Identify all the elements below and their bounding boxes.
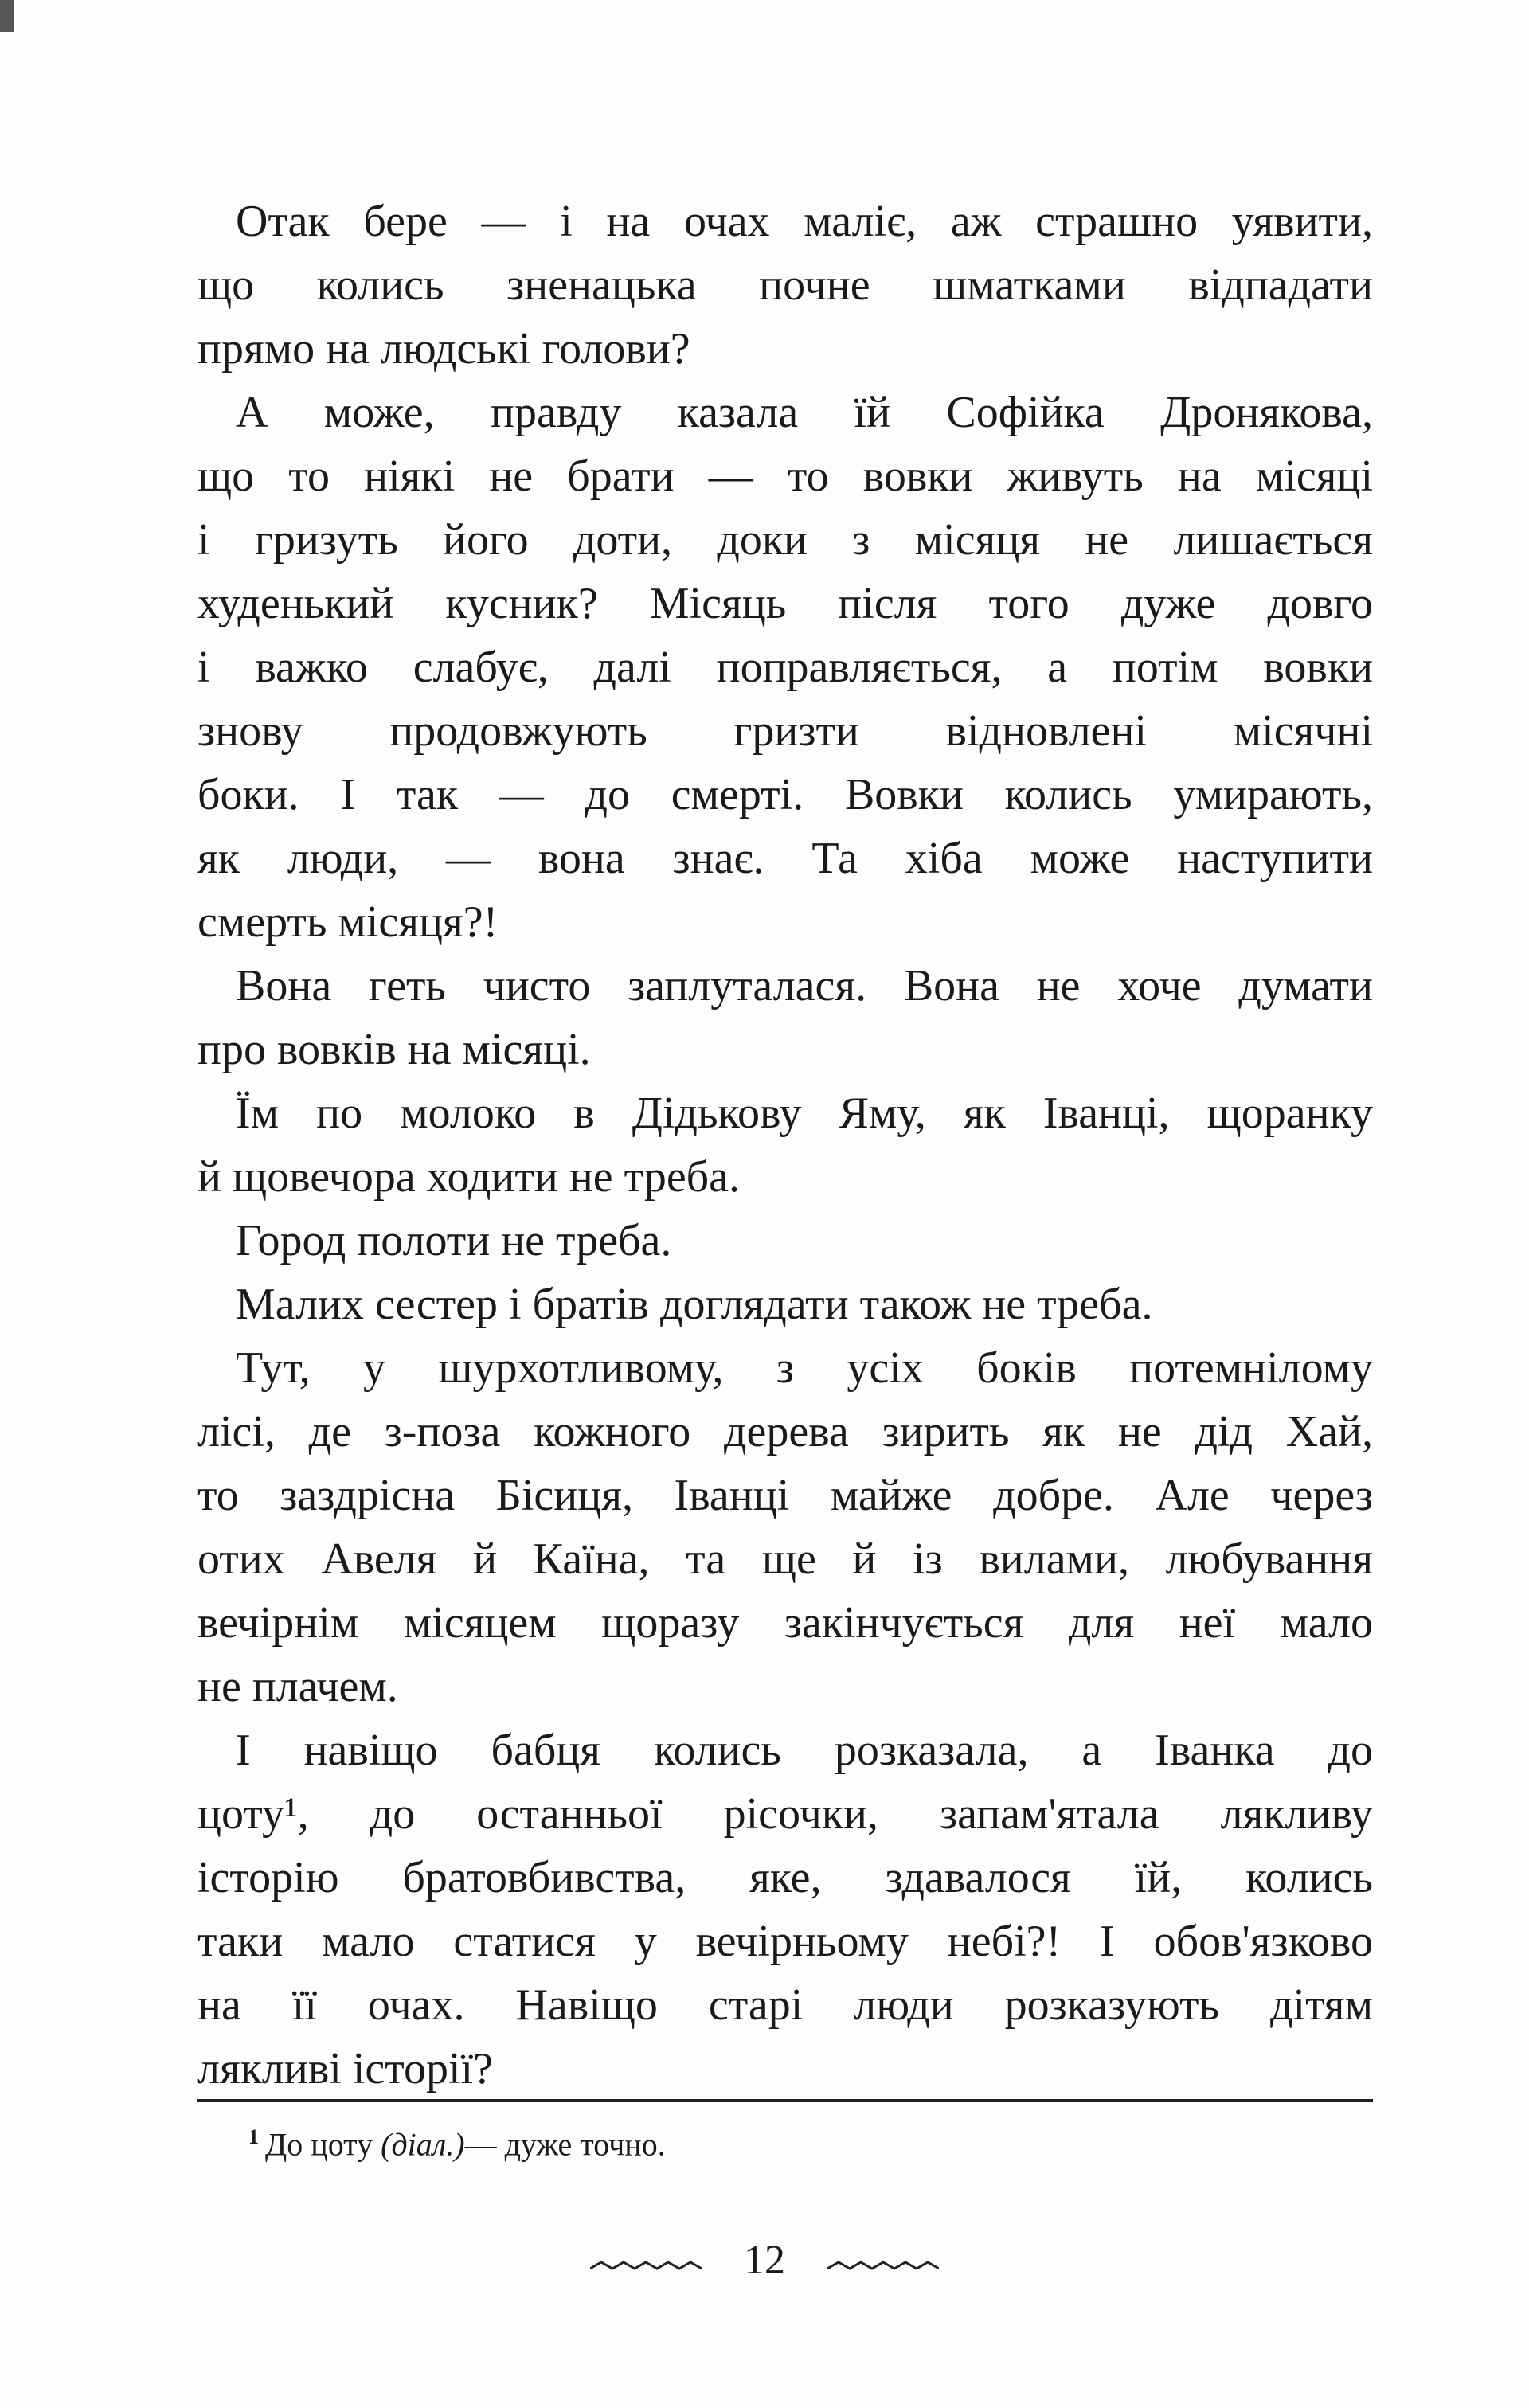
footnote bbox=[248, 2115, 666, 2167]
text-line: прямо на людські голови? bbox=[197, 324, 690, 373]
text-line: вечірнім місяцем щоразу закінчується для неї мало bbox=[197, 1598, 1373, 1648]
scan-edge-shadow bbox=[0, 0, 14, 32]
text-line: на її очах. Навіщо старі люди розказують дітям bbox=[197, 1980, 1373, 2030]
text-line: і гризуть його доти, доки з місяця не лишається bbox=[197, 515, 1373, 565]
text-line: боки. І так — до смерті. Вовки колись умирають, bbox=[197, 770, 1373, 819]
text-line: як люди, — вона знає. Та хіба може наступити bbox=[197, 834, 1373, 883]
text-line: смерть місяця?! bbox=[197, 897, 499, 947]
footnote-definition: — дуже точно. bbox=[464, 2126, 666, 2163]
footnote-note: (діал.) bbox=[381, 2126, 465, 2163]
text-line: то заздрісна Бісиця, Іванці майже добре. Але через bbox=[197, 1471, 1373, 1520]
text-line: й щовечора ходити не треба. bbox=[197, 1152, 741, 1202]
text-line: Город полоти не треба. bbox=[236, 1216, 672, 1265]
text-line: худенький кусник? Місяць після того дуже довго bbox=[197, 579, 1373, 628]
text-line: Їм по молоко в Дідькову Яму, як Іванці, щоранку bbox=[236, 1089, 1373, 1138]
text-line: що колись зненацька почне шматками відпадати bbox=[197, 260, 1373, 310]
text-line: Малих сестер і братів доглядати також не треба. bbox=[236, 1280, 1153, 1329]
text-line: не плачем. bbox=[197, 1662, 398, 1711]
body-text bbox=[197, 190, 1373, 2101]
text-line: таки мало статися у вечірньому небі?! І обов'язково bbox=[197, 1917, 1373, 1966]
text-line: знову продовжують гризти відновлені місячні bbox=[197, 706, 1373, 756]
page-number: 12 bbox=[744, 2238, 785, 2284]
footnote-marker: 1 bbox=[248, 2125, 259, 2148]
wave-ornament-left-icon bbox=[558, 2233, 733, 2289]
footnote-divider bbox=[197, 2099, 1373, 2102]
text-line: лісі, де з-поза кожного дерева зирить як не дід Хай, bbox=[197, 1407, 1373, 1456]
text-line: цоту¹, до останньої рісочки, запам'ятала лякливу bbox=[197, 1789, 1373, 1839]
text-line: про вовків на місяці. bbox=[197, 1025, 591, 1074]
text-line: Тут, у шурхотливому, з усіх боків потемнілому bbox=[236, 1343, 1373, 1393]
text-line: що то ніякі не брати — то вовки живуть на місяці bbox=[197, 452, 1373, 501]
text-line: А може, правду казала їй Софійка Дронякова, bbox=[236, 388, 1373, 437]
page-footer bbox=[0, 2230, 1529, 2289]
text-line: отих Авеля й Каїна, та ще й із вилами, любування bbox=[197, 1534, 1373, 1584]
text-line: Отак бере — і на очах маліє, аж страшно уявити, bbox=[236, 197, 1373, 246]
footnote-term: До цоту bbox=[265, 2126, 381, 2163]
text-line: і важко слабує, далі поправляється, а потім вовки bbox=[197, 643, 1373, 692]
text-line: лякливі історії? bbox=[197, 2044, 493, 2093]
text-line: Вона геть чисто заплуталася. Вона не хоче думати bbox=[236, 961, 1373, 1010]
text-line: історію братовбивства, яке, здавалося їй, колись bbox=[197, 1853, 1373, 1902]
wave-ornament-right-icon bbox=[796, 2233, 971, 2289]
text-line: І навіщо бабця колись розказала, а Іванка до bbox=[236, 1726, 1373, 1775]
